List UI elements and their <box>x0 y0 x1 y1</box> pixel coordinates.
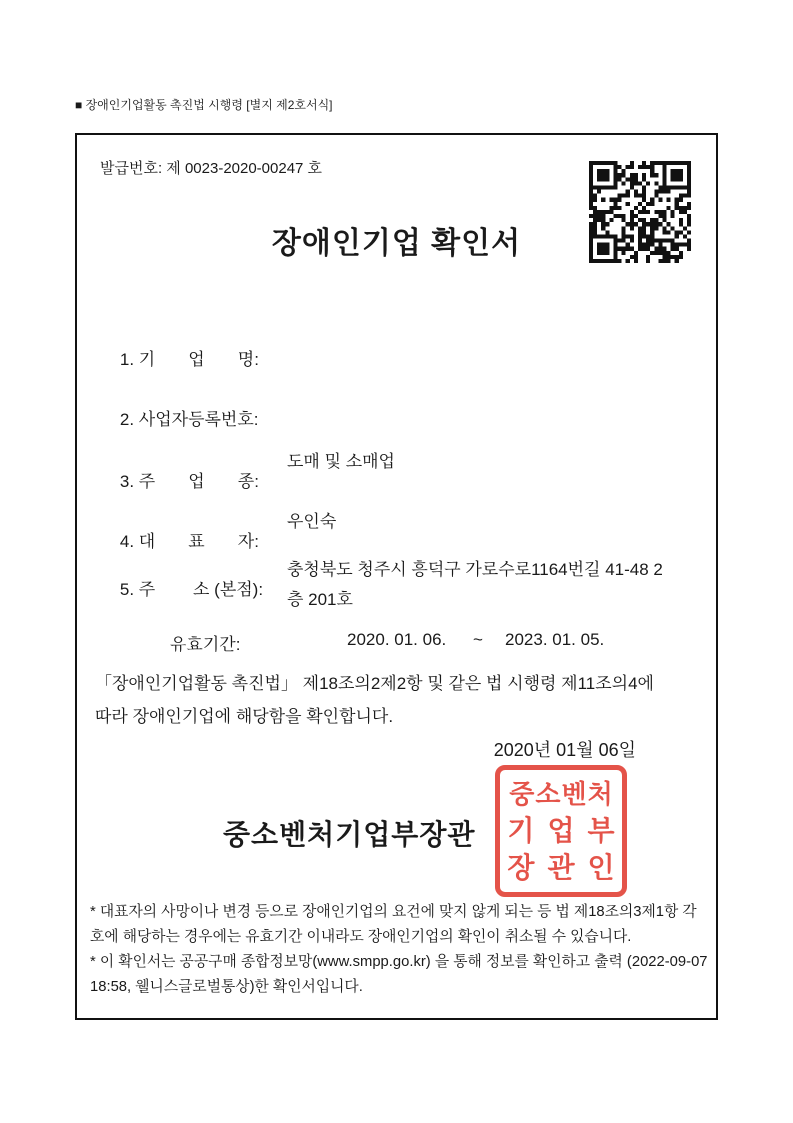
field-label: 4. 대 표 자: <box>119 532 259 551</box>
certificate-title: 장애인기업 확인서 <box>271 227 522 260</box>
field-value: 충청북도 청주시 흥덕구 가로수로1164번길 41-48 2층 201호 <box>287 560 663 609</box>
seal-text-line: 장관인 <box>507 852 628 883</box>
validity-label: 유효기간: <box>170 635 241 654</box>
field-label: 1. 기 업 명: <box>119 350 259 369</box>
field-label: 5. 주 소 (본점): <box>119 580 264 599</box>
confirmation-statement: 「장애인기업활동 촉진법」 제18조의2제2항 및 같은 법 시행령 제11조의4에 따라 장애인기업에 해당함을 확인합니다. <box>95 674 654 726</box>
validity-start-date: 2020. 01. 06. <box>347 630 447 649</box>
footnotes <box>90 900 712 1000</box>
validity-separator: ~ <box>473 630 483 649</box>
form-reference: ■ 장애인기업활동 촉진법 시행령 [별지 제2호서식] <box>75 98 333 112</box>
footnote: * 이 확인서는 공공구매 종합정보망(www.smpp.go.kr) 을 통해 정보를 확인하고 출력 (2022-09-07 18:58, 웰니스글로벌통상)한 확인서입니다. <box>90 954 708 995</box>
issuer-title: 중소벤처기업부장관 <box>223 819 476 850</box>
issue-number: 발급번호: 제 0023-2020-00247 호 <box>100 160 323 177</box>
field-label: 3. 주 업 종: <box>119 472 259 491</box>
seal-text-line: 중소벤처 <box>509 779 614 809</box>
validity-end-date: 2023. 01. 05. <box>505 630 605 649</box>
footnote: * 대표자의 사망이나 변경 등으로 장애인기업의 요건에 맞지 않게 되는 등 법 제18조의3제1항 각 호에 해당하는 경우에는 유효기간 이내라도 장애인기업의 확인이 취소될 수 있습니다. <box>90 904 697 945</box>
field-value: 우인숙 <box>287 512 337 531</box>
issue-date: 2020년 01월 06일 <box>493 740 636 760</box>
field-label: 2. 사업자등록번호: <box>119 410 259 429</box>
field-value: 도매 및 소매업 <box>287 452 395 471</box>
seal-text-line: 기업부 <box>507 815 628 846</box>
certificate-box <box>75 133 718 1020</box>
official-seal-stamp <box>495 765 627 897</box>
